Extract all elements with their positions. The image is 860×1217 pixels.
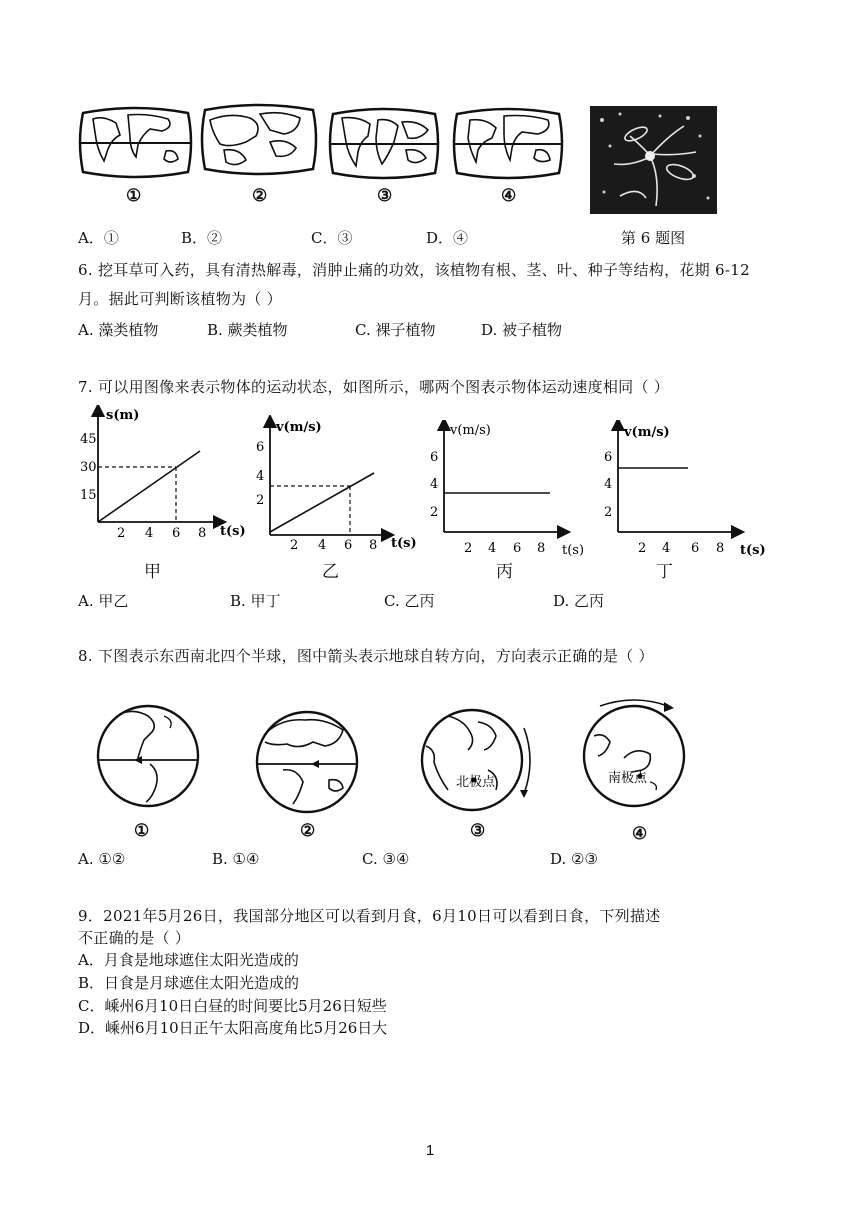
q8-stem: 8. 下图表示东西南北四个半球，图中箭头表示地球自转方向，方向表示正确的是（ ） xyxy=(78,647,654,665)
q8-globe-2 xyxy=(253,708,361,816)
q7-yi-ytick-6: 6 xyxy=(256,440,265,455)
q7-ding-name: 丁 xyxy=(656,562,673,582)
q6-option-d: D. 被子植物 xyxy=(481,321,563,339)
q8-label-4: ④ xyxy=(632,824,648,844)
q8-option-d: D. ②③ xyxy=(550,850,598,868)
q5-option-b: B．② xyxy=(181,229,223,247)
q5-label-3: ③ xyxy=(377,186,393,206)
q7-bing-name: 丙 xyxy=(496,562,513,582)
q5-map-4 xyxy=(452,106,564,181)
q7-bing-ytick-6: 6 xyxy=(430,450,439,465)
q7-jia-name-text: 甲 xyxy=(144,562,161,582)
q5-option-d: D．④ xyxy=(426,229,469,247)
q8-label-1: ① xyxy=(134,821,150,841)
q7-ding-xlabel: t(s) xyxy=(740,543,766,558)
q6-plant-photo xyxy=(590,106,717,214)
q7-yi-xlabel: t(s) xyxy=(391,536,417,551)
q7-jia-xtick-6: 6 xyxy=(172,526,181,541)
q7-option-c: C. 乙丙 xyxy=(384,592,435,610)
q7-bing-ylabel: v(m/s) xyxy=(450,423,491,438)
q8-label-3: ③ xyxy=(470,821,486,841)
q7-bing-xtick-4: 4 xyxy=(488,541,497,556)
q7-bing-xtick-6: 6 xyxy=(513,541,522,556)
q7-jia-ytick-30: 30 xyxy=(80,460,97,475)
q9-option-a: A．月食是地球遮住太阳光造成的 xyxy=(78,951,299,969)
q7-ding-ytick-4: 4 xyxy=(604,477,613,492)
page-number: 1 xyxy=(425,1142,435,1159)
q7-option-d: D. 乙丙 xyxy=(553,592,605,610)
q8-globe-3 xyxy=(418,706,538,814)
q5-label-1: ① xyxy=(126,186,142,206)
q7-jia-xtick-8: 8 xyxy=(198,526,207,541)
q6-option-b: B. 蕨类植物 xyxy=(207,321,288,339)
q7-bing-ytick-2: 2 xyxy=(430,505,439,520)
q7-jia-ytick-45: 45 xyxy=(80,432,97,447)
q7-graph-bing xyxy=(424,420,599,560)
q8-globe-1 xyxy=(94,702,202,810)
q8-south-pole-label: 南极点 xyxy=(608,771,648,786)
q7-yi-xtick-6: 6 xyxy=(344,538,353,553)
q7-option-a: A. 甲乙 xyxy=(78,592,129,610)
q5-label-2: ② xyxy=(252,186,268,206)
q7-ding-xtick-4: 4 xyxy=(662,541,671,556)
q7-jia-xlabel: t(s) xyxy=(220,524,246,539)
q9-option-c: C．嵊州6月10日白昼的时间要比5月26日短些 xyxy=(78,997,387,1015)
q6-stem-line1: 6. 挖耳草可入药，具有清热解毒，消肿止痛的功效，该植物有根、茎、叶、种子等结构，花期 6-12 xyxy=(78,261,750,279)
q7-ding-ytick-6: 6 xyxy=(604,450,613,465)
q7-ding-xtick-6: 6 xyxy=(691,541,700,556)
q5-map-1 xyxy=(78,105,193,180)
q5-map-3 xyxy=(328,106,440,181)
q7-ding-xtick-8: 8 xyxy=(716,541,725,556)
q7-yi-ytick-4: 4 xyxy=(256,469,265,484)
q8-option-a: A. ①② xyxy=(78,850,126,868)
q6-option-c: C. 裸子植物 xyxy=(355,321,436,339)
q7-jia-ytick-15: 15 xyxy=(80,488,97,503)
q7-yi-ytick-2: 2 xyxy=(256,493,265,508)
q7-stem: 7. 可以用图像来表示物体的运动状态，如图所示，哪两个图表示物体运动速度相同（ ） xyxy=(78,378,670,396)
q9-stem-line2: 不正确的是（ ） xyxy=(78,929,191,947)
q7-yi-name: 乙 xyxy=(322,562,339,582)
q6-stem-line2: 月。据此可判断该植物为（ ） xyxy=(78,290,282,308)
q8-option-c: C. ③④ xyxy=(362,850,410,868)
q7-bing-xtick-2: 2 xyxy=(464,541,473,556)
q8-option-b: B. ①④ xyxy=(212,850,260,868)
q7-graph-ding xyxy=(596,420,776,560)
q5-option-c: C．③ xyxy=(311,229,353,247)
q7-jia-ylabel: s(m) xyxy=(106,408,140,423)
q7-ding-xtick-2: 2 xyxy=(638,541,647,556)
q7-graph-jia xyxy=(78,405,253,555)
q8-north-pole-label: 北极点 xyxy=(456,775,496,790)
q7-bing-ytick-4: 4 xyxy=(430,477,439,492)
q7-bing-xtick-8: 8 xyxy=(537,541,546,556)
q7-yi-ylabel: v(m/s) xyxy=(276,420,322,435)
q8-label-2: ② xyxy=(300,821,316,841)
q7-yi-xtick-2: 2 xyxy=(290,538,299,553)
q6-option-a: A. 藻类植物 xyxy=(78,321,159,339)
q7-bing-xlabel: t(s) xyxy=(562,543,585,558)
q7-ding-ylabel: v(m/s) xyxy=(624,425,670,440)
q5-map-2 xyxy=(200,102,318,177)
q7-jia-xtick-4: 4 xyxy=(145,526,154,541)
q7-ding-ytick-2: 2 xyxy=(604,505,613,520)
q7-graph-yi xyxy=(248,415,423,560)
q9-option-d: D．嵊州6月10日正午太阳高度角比5月26日大 xyxy=(78,1019,388,1037)
q5-option-a: A．① xyxy=(78,229,119,247)
q7-jia-xtick-2: 2 xyxy=(117,526,126,541)
q8-globe-4 xyxy=(580,696,700,811)
q7-yi-xtick-8: 8 xyxy=(369,538,378,553)
q7-option-b: B. 甲丁 xyxy=(230,592,281,610)
q5-label-4: ④ xyxy=(501,186,517,206)
q7-yi-xtick-4: 4 xyxy=(318,538,327,553)
q9-stem-line1: 9．2021年5月26日，我国部分地区可以看到月食，6月10日可以看到日食，下列描述 xyxy=(78,907,661,925)
q9-option-b: B．日食是月球遮住太阳光造成的 xyxy=(78,974,300,992)
q6-figure-caption: 第 6 题图 xyxy=(621,229,686,247)
